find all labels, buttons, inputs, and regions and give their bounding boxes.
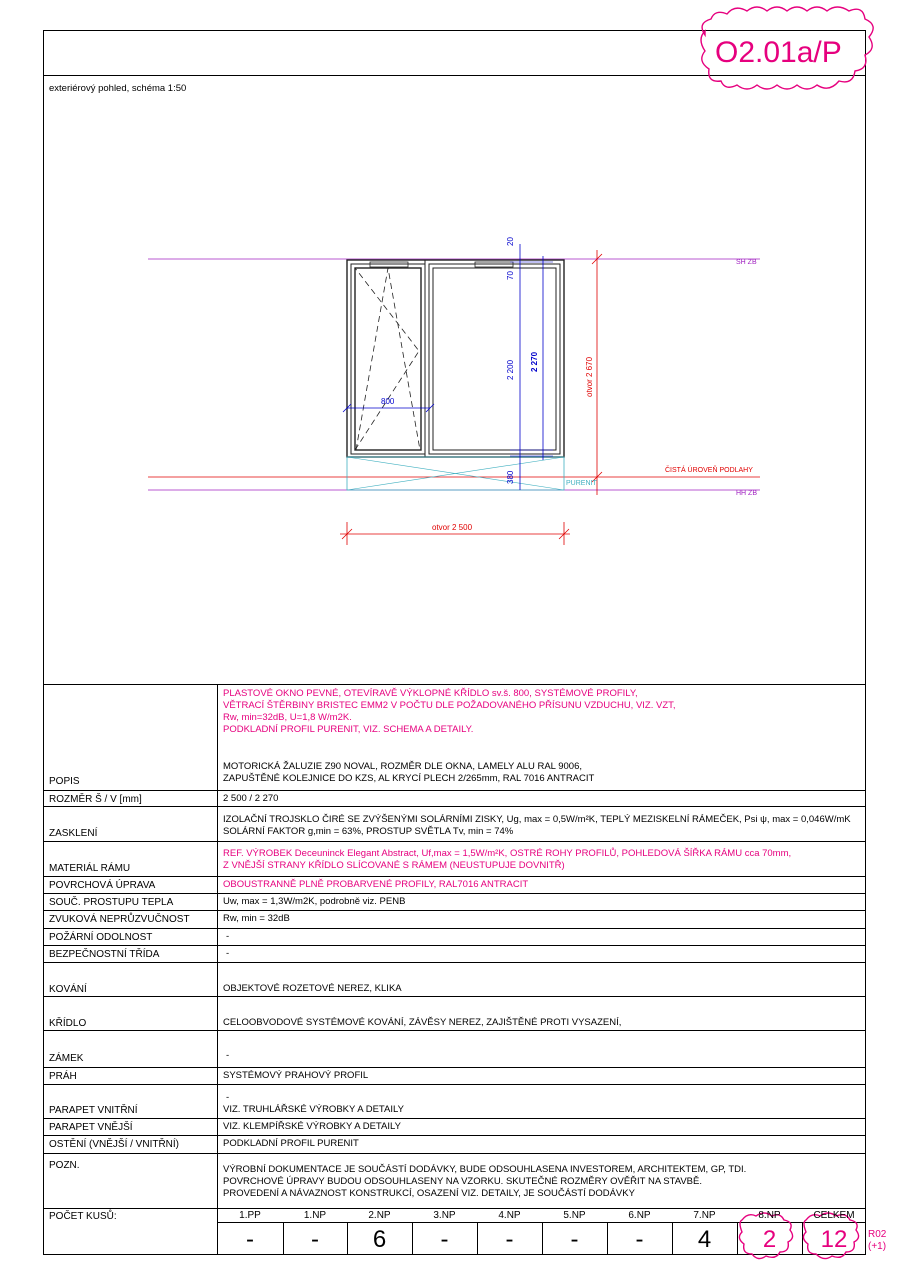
zamek-value: - <box>226 1050 230 1061</box>
popis-line: PLASTOVÉ OKNO PEVNÉ, OTEVÍRAVĚ VÝKLOPNÉ KŘÍDLO sv.š. 800, SYSTÉMOVÉ PROFILY, <box>223 688 638 699</box>
floor-header: 6.NP <box>628 1210 651 1221</box>
kridlo-value: CELOOBVODOVÉ SYSTÉMOVÉ KOVÁNÍ, ZÁVĚSY NEREZ, ZAJIŠTĚNÉ PROTI VYSAZENÍ, <box>223 1017 622 1028</box>
parvn-dash: - <box>226 1092 230 1103</box>
floor-header: 3.NP <box>433 1210 456 1221</box>
osteni-label: OSTĚNÍ (VNĚJŠÍ / VNITŘNÍ) <box>49 1139 180 1150</box>
count-value: - <box>311 1226 319 1253</box>
dim-380: 380 <box>506 470 515 484</box>
dim-20: 20 <box>506 237 515 246</box>
rozmer-value: 2 500 / 2 270 <box>223 793 279 804</box>
count-value: - <box>246 1226 254 1253</box>
parvn-label: PARAPET VNITŘNÍ <box>49 1105 138 1116</box>
bezp-value: - <box>226 948 230 959</box>
floor-header: CELKEM <box>813 1210 855 1221</box>
count-value: 2 <box>762 1226 777 1253</box>
opening-width: otvor 2 500 <box>432 523 473 532</box>
purenit-label: PURENIT <box>566 480 597 487</box>
count-value: 12 <box>820 1226 848 1253</box>
sh-zb-label: SH ZB <box>736 259 757 266</box>
pocet-label: POČET KUSŮ: <box>49 1211 117 1222</box>
dim-2270: 2 270 <box>530 351 539 372</box>
parvj-label: PARAPET VNĚJŠÍ <box>49 1122 133 1133</box>
material-line: REF. VÝROBEK Deceuninck Elegant Abstract, Uf,max = 1,5W/m²K, OSTRÉ ROHY PROFILŮ, POHLEDOVÁ ŠÍŘKA RÁMU cca 70mm, <box>223 848 792 859</box>
count-value: 6 <box>372 1226 387 1253</box>
floor-header: 8.NP <box>758 1210 781 1221</box>
material-label: MATERIÁL RÁMU <box>49 863 131 874</box>
zamek-label: ZÁMEK <box>49 1053 84 1064</box>
floor-header: 5.NP <box>563 1210 586 1221</box>
souc-value: Uw, max = 1,3W/m2K, podrobně viz. PENB <box>223 896 406 907</box>
material-line: Z VNĚJŠÍ STRANY KŘÍDLO SLÍCOVANÉ S RÁMEM (NEUSTUPUJE DOVNITŘ) <box>223 860 565 871</box>
dim-800: 800 <box>381 397 395 406</box>
dim-2200: 2 200 <box>506 359 515 380</box>
count-value: - <box>505 1226 514 1253</box>
popis-line: VĚTRACÍ ŠTĚRBINY BRISTEC EMM2 V POČTU DLE POŽADOVANÉHO PŘÍSUNU VZDUCHU, VIZ. VZT, <box>223 700 676 711</box>
popis-line: PODKLADNÍ PROFIL PURENIT, VIZ. SCHEMA A DETAILY. <box>223 724 474 735</box>
popis-label: POPIS <box>49 776 80 787</box>
parvn-value: VIZ. TRUHLÁŘSKÉ VÝROBKY A DETAILY <box>223 1104 404 1115</box>
floor-header: 4.NP <box>498 1210 521 1221</box>
opening-height: otvor 2 670 <box>585 356 594 397</box>
zaskleni-line: SOLÁRNÍ FAKTOR g,min = 63%, PROSTUP SVĚTLA Tv, min = 74% <box>223 826 514 837</box>
count-value: - <box>570 1226 579 1253</box>
count-value: 4 <box>697 1226 712 1253</box>
rozmer-label: ROZMĚR Š / V [mm] <box>49 794 142 805</box>
floor-header: 2.NP <box>368 1210 391 1221</box>
dim-70: 70 <box>506 271 515 280</box>
pozar-value: - <box>226 931 230 942</box>
povrch-label: POVRCHOVÁ ÚPRAVA <box>49 880 156 891</box>
kridlo-label: KŘÍDLO <box>49 1018 87 1029</box>
zaskleni-line: IZOLAČNÍ TROJSKLO ČIRÉ SE ZVÝŠENÝMI SOLÁRNÍMI ZISKY, Ug, max = 0,5W/m²K, TEPLÝ MEZISKELNÍ RÁMEČEK, Psi ψ, max = 0,046W/mK <box>223 814 851 825</box>
kovani-value: OBJEKTOVÉ ROZETOVÉ NEREZ, KLIKA <box>223 983 402 994</box>
revision-tag: R02 <box>868 1229 887 1240</box>
pozn-label: POZN. <box>49 1160 80 1171</box>
pozn-line: VÝROBNÍ DOKUMENTACE JE SOUČÁSTÍ DODÁVKY, BUDE ODSOUHLASENA INVESTOREM, ARCHITEKTEM, GP, TDI. <box>223 1164 747 1175</box>
prah-value: SYSTÉMOVÝ PRAHOVÝ PROFIL <box>223 1070 369 1081</box>
osteni-value: PODKLADNÍ PROFIL PURENIT <box>223 1138 359 1149</box>
parvj-value: VIZ. KLEMPÍŘSKÉ VÝROBKY A DETAILY <box>223 1121 401 1132</box>
popis-line: Rw, min=32dB, U=1,8 W/m2K. <box>223 712 352 723</box>
popis-line: MOTORICKÁ ŽALUZIE Z90 NOVAL, ROZMĚR DLE OKNA, LAMELY ALU RAL 9006, <box>223 761 583 772</box>
count-value: - <box>635 1226 644 1253</box>
zvuk-value: Rw, min = 32dB <box>223 913 290 924</box>
zvuk-label: ZVUKOVÁ NEPRŮZVUČNOST <box>49 914 190 925</box>
revision-delta: (+1) <box>868 1241 887 1252</box>
sheet-code: O2.01a/P <box>715 36 842 69</box>
popis-line: ZAPUŠTĚNÉ KOLEJNICE DO KZS, AL KRYCÍ PLECH 2/265mm, RAL 7016 ANTRACIT <box>223 773 595 784</box>
floor-level-label: ČISTÁ ÚROVEŇ PODLAHY <box>665 467 753 474</box>
souc-label: SOUČ. PROSTUPU TEPLA <box>49 897 174 908</box>
floor-header: 1.NP <box>303 1210 327 1221</box>
kovani-label: KOVÁNÍ <box>49 984 87 995</box>
prah-label: PRÁH <box>49 1071 77 1082</box>
view-caption: exteriérový pohled, schéma 1:50 <box>49 83 187 94</box>
count-value: - <box>440 1226 449 1253</box>
floor-header: 7.NP <box>693 1210 716 1221</box>
zaskleni-label: ZASKLENÍ <box>49 828 98 839</box>
pozn-line: POVRCHOVÉ ÚPRAVY BUDOU ODSOUHLASENY NA VZORKU. SKUTEČNÉ ROZMĚRY OVĚŘIT NA STAVBĚ. <box>223 1176 702 1187</box>
floor-header: 1.PP <box>239 1210 261 1221</box>
bezp-label: BEZPEČNOSTNÍ TŘÍDA <box>49 949 160 960</box>
pozn-line: PROVEDENÍ A NÁVAZNOST KONSTRUKCÍ, OSAZENÍ VIZ. DETAILY, JE SOUČÁSTÍ DODÁVKY <box>223 1188 635 1199</box>
hh-zb-label: HH ZB <box>736 490 757 497</box>
pozar-label: POŽÁRNÍ ODOLNOST <box>49 932 153 943</box>
povrch-value: OBOUSTRANNĚ PLNĚ PROBARVENÉ PROFILY, RAL7016 ANTRACIT <box>223 879 529 890</box>
